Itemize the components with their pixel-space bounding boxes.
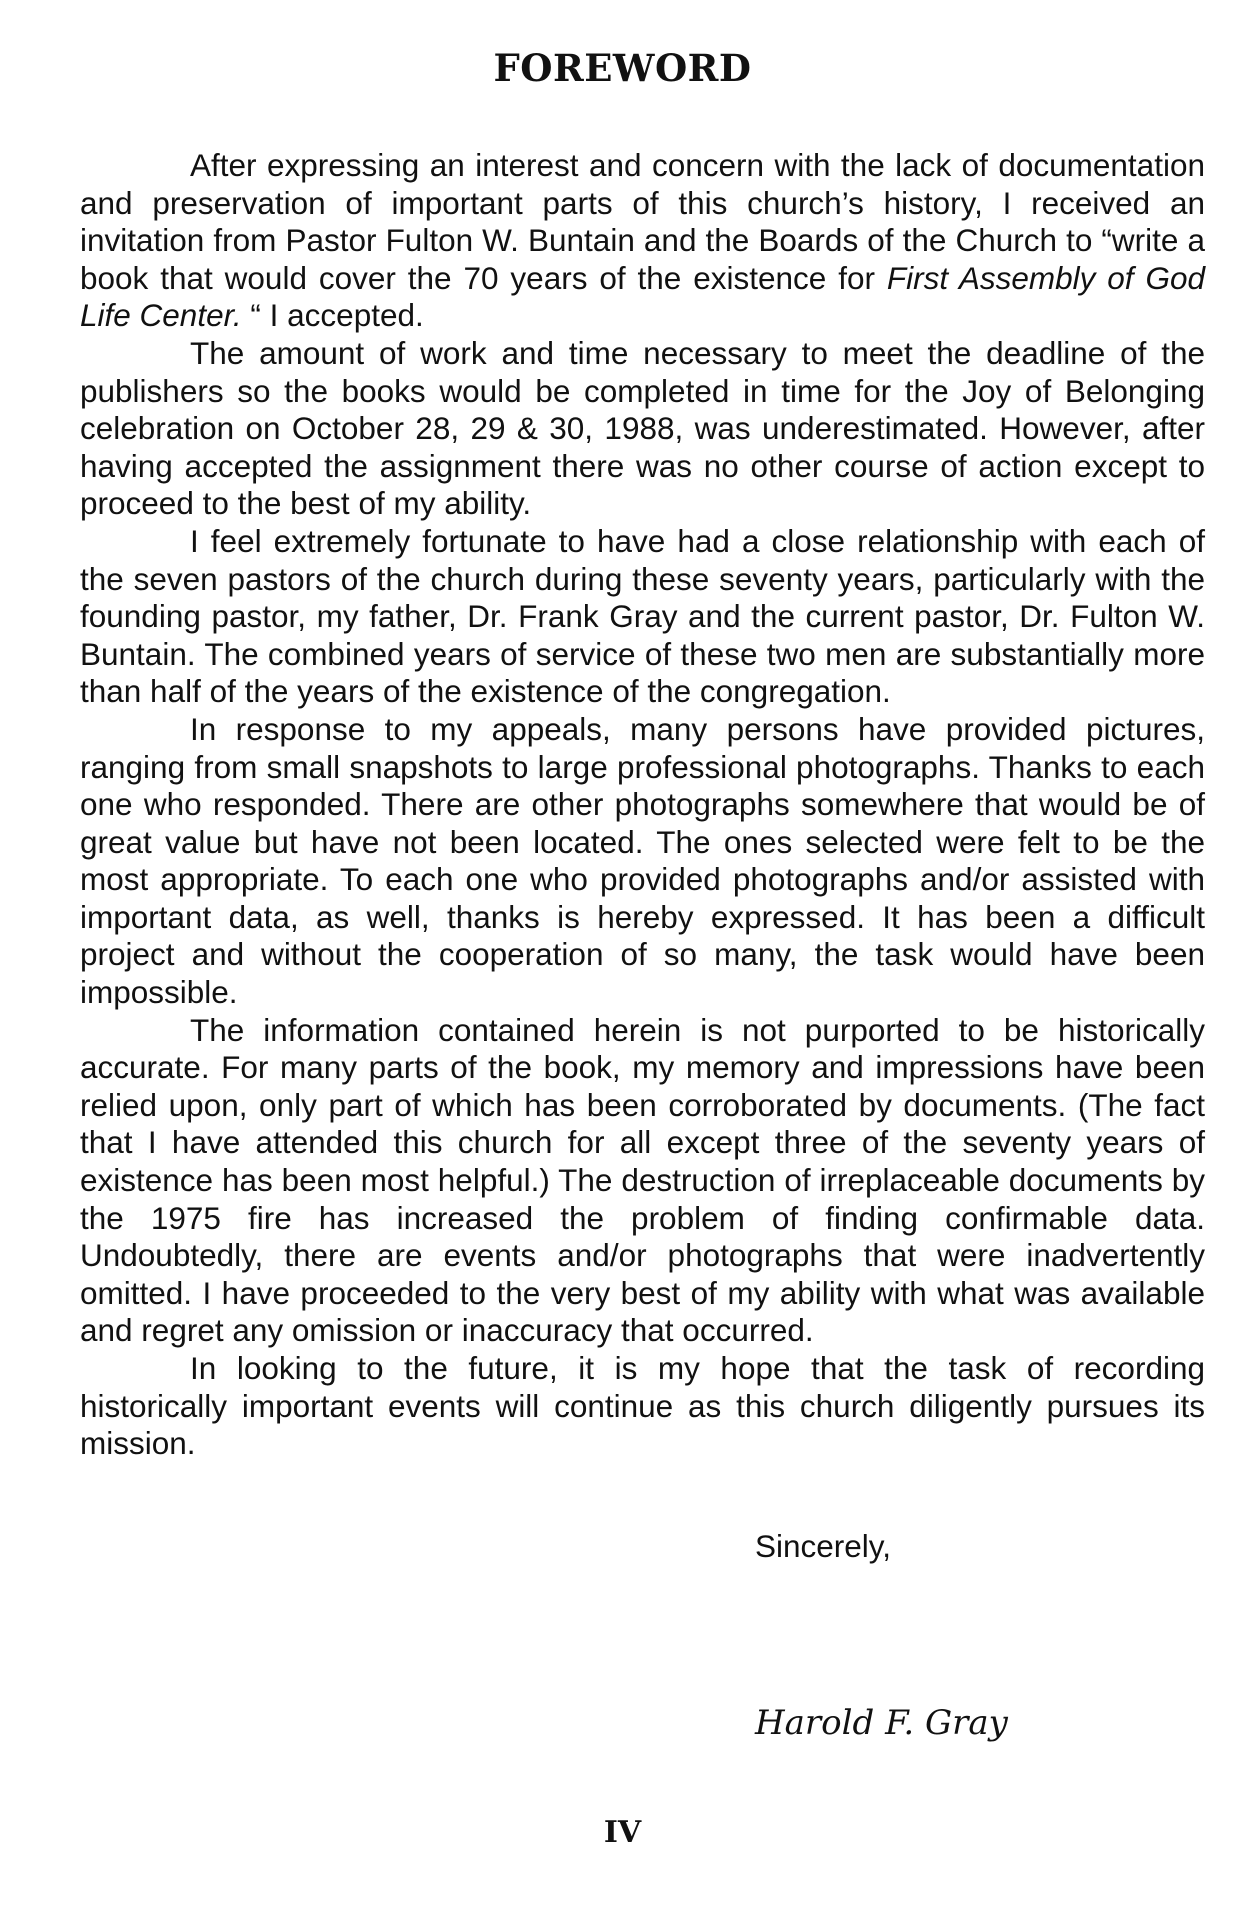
paragraph-text: After expressing an interest and concern with the lack of documentation and preservation of important parts of this church’s history, I received an invitation from Pastor Fulton W. Buntain and the Boards of the Church to “write a book that would cover the 70 years of the existence for (80, 147, 1205, 296)
page-title: FOREWORD (493, 46, 752, 90)
paragraph-text: “ I accepted. (241, 297, 424, 334)
closing-salutation: Sincerely, (755, 1528, 891, 1564)
paragraph: In response to my appeals, many persons have provided pictures, ranging from small snapshots to large professional photographs. Thanks to each one who responded. There are other photographs somewhere that would be of great value but have not been located. The ones selected were felt to be the most appropriate. To each one who provided photographs and/or assisted with important data, as well, thanks is hereby expressed. It has been a difficult project and without the cooperation of so many, the task would have been impossible. (80, 710, 1205, 1011)
author-signature: Harold F. Gray (755, 1703, 1008, 1743)
church-name-italic: First Assembly of God Life Center. (80, 259, 1205, 334)
paragraph (80, 147, 1205, 335)
paragraph: The information contained herein is not purported to be historically accurate. For many parts of the book, my memory and impressions have been relied upon, only part of which has been corroborated by documents. (The fact that I have attended this church for all except three of the seventy years of existence has been most helpful.) The destruction of irreplaceable documents by the 1975 fire has increased the problem of finding confirmable data. Undoubtedly, there are events and/or photographs that were inadvertently omitted. I have proceeded to the very best of my ability with what was available and regret any omission or inaccuracy that occurred. (80, 1011, 1205, 1349)
paragraph: The amount of work and time necessary to meet the deadline of the publishers so the books would be completed in time for the Joy of Belonging celebration on October 28, 29 & 30, 1988, was underestimated. However, after having accepted the assignment there was no other course of action except to proceed to the best of my ability. (80, 334, 1205, 522)
paragraph: I feel extremely fortunate to have had a close relationship with each of the seven pastors of the church during these seventy years, particularly with the founding pastor, my father, Dr. Frank Gray and the current pastor, Dr. Fulton W. Buntain. The combined years of service of these two men are substantially more than half of the years of the existence of the congregation. (80, 522, 1205, 710)
paragraph: In looking to the future, it is my hope that the task of recording historically important events will continue as this church diligently pursues its mission. (80, 1350, 1205, 1462)
foreword-body (80, 147, 1205, 1463)
page-number: IV (603, 1815, 642, 1850)
